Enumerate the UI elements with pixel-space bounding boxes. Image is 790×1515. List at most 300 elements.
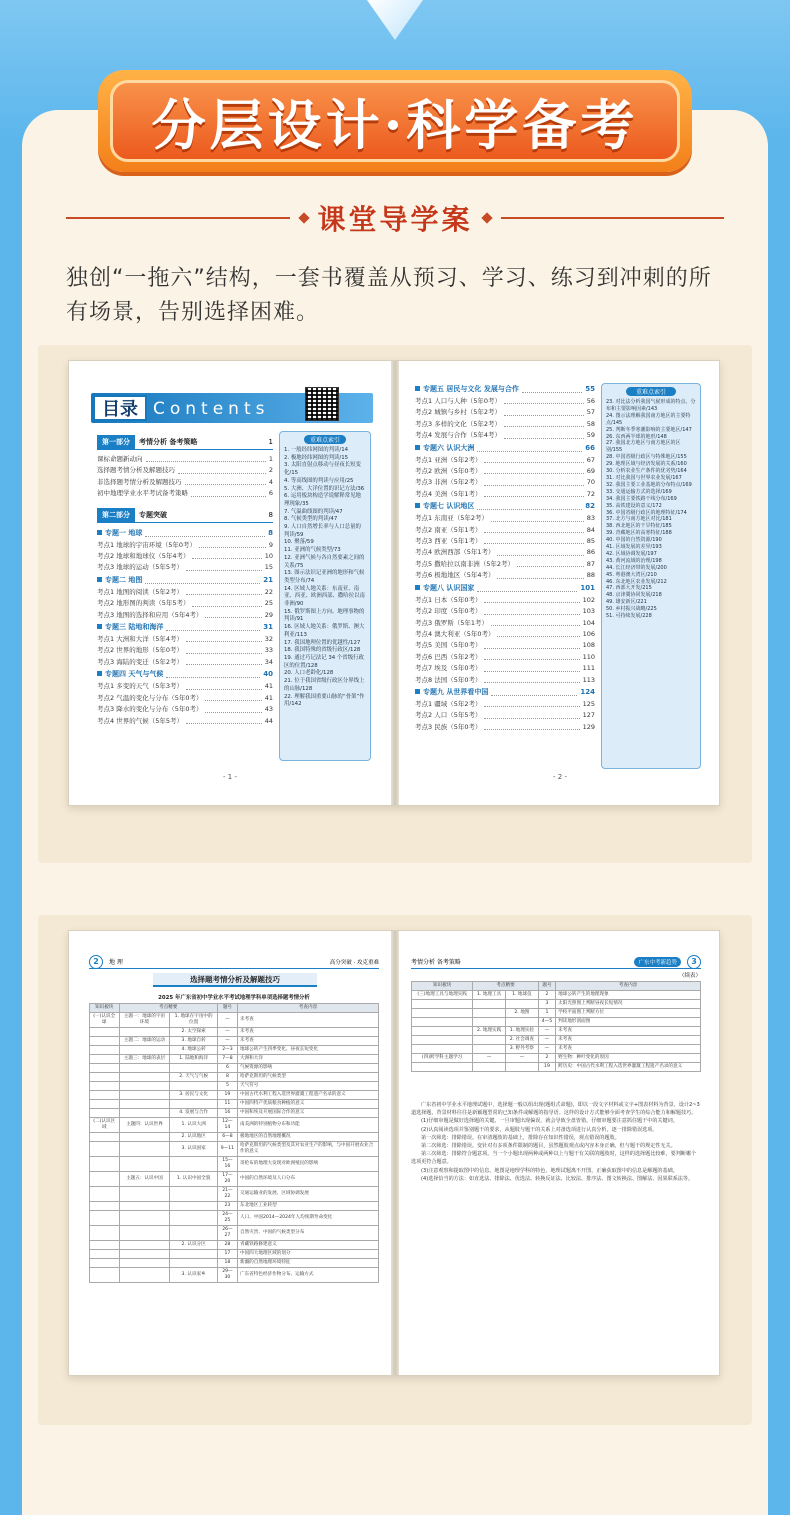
topic-square-icon [97, 530, 102, 535]
table-header-cell: 题号 [538, 982, 555, 991]
toc-topic[interactable] [97, 668, 273, 681]
toc-leader [484, 606, 579, 614]
book-spine [391, 361, 399, 805]
toc-leader [517, 559, 584, 567]
toc-right-page [399, 361, 720, 806]
table-cell: 中国四大地理区域的划分 [237, 1250, 378, 1259]
toc-entry[interactable] [97, 634, 273, 645]
toc-topic[interactable] [97, 574, 273, 587]
topic-square-icon [97, 624, 102, 629]
toc-entry[interactable] [97, 562, 273, 573]
toc-entry[interactable] [415, 536, 595, 547]
table-cell: 9—11 [217, 1142, 237, 1157]
table-cell: — [217, 1028, 237, 1037]
table-cell: 太阳光照图上判断昼夜长短情况 [556, 1000, 701, 1009]
table-cell [119, 1109, 170, 1118]
topic-square-icon [97, 671, 102, 676]
table-cell: — [217, 1037, 237, 1046]
description: 独创“一拖六”结构，一套书覆盖从预习、学习、练习到冲刺的所有场景，告别选择困难。 [66, 266, 712, 325]
key-index-item: 19. 通过巧记法记 34 个省级行政区的位置/128 [284, 654, 364, 669]
toc-leader [497, 629, 579, 637]
toc-entry[interactable] [97, 645, 273, 656]
table-cell [119, 1091, 170, 1100]
table-cell: 3. 认识家乡 [170, 1268, 217, 1283]
continued-note: （续表） [678, 973, 701, 979]
table-header-cell: 考点精要 [473, 982, 539, 991]
table-cell: 气候资源的影响 [237, 1064, 378, 1073]
table-cell: (四)跨学科主题学习 [412, 1054, 473, 1063]
toc-entry[interactable] [415, 618, 595, 629]
toc-entry-text: 选择题考情分析及解题技巧 [97, 466, 175, 475]
toc-entry[interactable] [415, 652, 595, 663]
toc-page-number: 83 [586, 514, 595, 523]
toc-entry-text: 考点3 地图的选择和应用（5年4考） [97, 610, 203, 619]
key-index-item: 50. 乡村振兴战略/225 [606, 606, 657, 613]
toc-entry[interactable] [97, 610, 273, 621]
table-row [90, 1091, 379, 1100]
toc-leader [504, 430, 584, 438]
toc-page-number: 104 [582, 618, 595, 627]
toc-entry-text: 考点6 极地地区（5年4考） [415, 571, 495, 580]
table-cell: 未考查 [237, 1037, 378, 1046]
key-index-item: 25. 判断冬季寒潮影响的主要地区/147 [606, 426, 692, 433]
topic-square-icon [415, 503, 420, 508]
toc-leader [477, 500, 582, 510]
table-cell: 1 [538, 1009, 555, 1018]
key-index-item: 20. 人口老龄化/128 [284, 670, 334, 677]
toc-leader [186, 645, 262, 653]
table-cell [90, 1046, 120, 1055]
analysis-paragraph: (4)选择恰当的方法：如直选法、排除法、优选法、转换反证法、比较法、排序法、图文转换法、图解法、因果联系法等。 [421, 1175, 694, 1182]
toc-entry[interactable] [415, 489, 595, 500]
table-header-cell: 考点精要 [119, 1004, 217, 1013]
table-cell: 8 [217, 1073, 237, 1082]
key-index-item: 27. 我国北方地区与南方地区的区别/155 [606, 440, 681, 454]
table-cell: 3. 野外考察 [506, 1045, 539, 1054]
table-cell [473, 1000, 506, 1009]
trend-badge: 广东中考新趋势 [634, 957, 681, 967]
table-cell: 16 [217, 1109, 237, 1118]
toc-page-number: 57 [586, 408, 595, 417]
toc-entry[interactable] [97, 598, 273, 609]
table-cell [90, 1268, 120, 1283]
toc-leader [484, 466, 583, 474]
table-cell: 未考查 [556, 1027, 701, 1036]
table-cell [170, 1100, 217, 1109]
page-number-right: - 2 - [553, 773, 567, 781]
table-cell: 6 [217, 1064, 237, 1073]
toc-page-number: 85 [586, 537, 595, 546]
table-cell: (二)认识区域 [90, 1118, 120, 1133]
table-cell: 判读地形剖面图 [556, 1018, 701, 1027]
toc-entry[interactable] [415, 570, 595, 581]
table-cell: 29—30 [217, 1268, 237, 1283]
toc-leader [484, 525, 583, 533]
key-index-item: 23. 对比法分析我国气候形成的特点、分布和主要影响因素/143 [606, 399, 696, 412]
key-index-item: 32. 我国主要工业基地的分布特点/169 [606, 481, 692, 488]
toc-page-number: 127 [582, 711, 595, 720]
toc-logo: 目录 [93, 395, 147, 421]
table-cell [412, 1063, 473, 1072]
toc-entry[interactable] [415, 525, 595, 536]
key-index-item: 45. 粤港澳大湾区/210 [606, 571, 657, 578]
banner-title: 分层设计·科学备考 [151, 92, 639, 157]
table-row [90, 1187, 379, 1202]
table-cell [473, 1045, 506, 1054]
table-cell: 11 [217, 1100, 237, 1109]
toc-page-number: 69 [586, 467, 595, 476]
toc-entry-text: 考点1 多变的天气（5年3考） [97, 682, 183, 691]
toc-entry[interactable] [415, 430, 595, 441]
page-head-right: 高分突破 · 攻克重难 [329, 959, 379, 966]
key-index-item: 42. 区域协调发展/197 [606, 550, 657, 557]
table-cell [90, 1091, 120, 1100]
toc-leader [484, 675, 579, 683]
table-cell: 自然灾害、中国的气候类型分布 [237, 1226, 378, 1241]
toc-entry-text: 考点4 发展与合作（5年4考） [415, 431, 501, 440]
toc-leader [504, 396, 584, 404]
toc-entry[interactable] [415, 606, 595, 617]
toc-entry[interactable] [97, 551, 273, 562]
table-cell [90, 1187, 120, 1202]
table-cell: 1. 认识大洲 [170, 1118, 217, 1133]
table-row [412, 1009, 701, 1018]
toc-entry[interactable] [415, 710, 595, 721]
toc-entry[interactable] [97, 477, 273, 488]
toc-leader [477, 582, 577, 592]
toc-topic[interactable] [97, 527, 273, 540]
table-cell [170, 1202, 217, 1211]
key-index-list [606, 399, 696, 620]
table-cell: 2—3 [217, 1046, 237, 1055]
key-index-item: 28. 中国省级行政区与特殊地区/155 [606, 454, 687, 461]
table-row [90, 1028, 379, 1037]
toc-entry[interactable] [415, 455, 595, 466]
toc-entry[interactable] [97, 454, 273, 465]
table-cell: 未考查 [237, 1028, 378, 1037]
toc-entry[interactable] [415, 513, 595, 524]
toc-entry[interactable] [415, 419, 595, 430]
toc-page-number: 44 [264, 716, 273, 725]
toc-entry-text: 考点4 欧洲西部（5年1考） [415, 548, 495, 557]
toc-leader [186, 681, 262, 689]
table-cell [170, 1187, 217, 1202]
divider-line-left [66, 217, 290, 219]
toc-page-number: 41 [264, 693, 273, 702]
toc-page-number: 106 [582, 629, 595, 638]
toc-leader [484, 640, 579, 648]
toc-entry[interactable] [415, 675, 595, 686]
table-cell [119, 1028, 170, 1037]
topic-title: 专题七 认识地区 [423, 502, 475, 511]
toc-page-number: 25 [264, 599, 273, 608]
table-cell [119, 1187, 170, 1202]
toc-page-number: 22 [264, 587, 273, 596]
key-index-item: 17. 我国地理位置的优越性/127 [284, 639, 361, 646]
toc-leader [484, 477, 583, 485]
toc-entry[interactable] [97, 540, 273, 551]
table-cell: 17—20 [217, 1172, 237, 1187]
toc-page-number: 110 [582, 652, 595, 661]
toc-entry[interactable] [97, 716, 273, 727]
toc-topic[interactable] [415, 500, 595, 513]
toc-entry-text: 考点8 法国（5年0考） [415, 675, 482, 684]
table-cell [170, 1157, 217, 1172]
toc-entry[interactable] [97, 681, 273, 692]
toc-entry-text: 初中地理学业水平考试备考策略 [97, 489, 188, 498]
analysis-paragraph: 第三次筛选：排除符合题意项。当一个小题出现两种或两种以上与题干有关联的题肢时，这样的选择题比较难，要判断哪个选项更符合题意。 [411, 1151, 697, 1166]
table-cell [170, 1082, 217, 1091]
divider-line-right [501, 217, 725, 219]
topic-square-icon [415, 689, 420, 694]
left-topics [97, 527, 273, 727]
table-cell: 7—8 [217, 1055, 237, 1064]
table-cell [119, 1250, 170, 1259]
table-cell [90, 1028, 120, 1037]
table-cell [119, 1133, 170, 1142]
table-row [90, 1259, 379, 1268]
table-cell [473, 1009, 506, 1018]
table-cell: 2. 认识地区 [170, 1133, 217, 1142]
table-row [90, 1133, 379, 1142]
toc-leader [504, 407, 584, 415]
toc-leader [491, 513, 584, 521]
topic-page: 8 [268, 528, 273, 537]
toc-entry-text: 考点1 亚洲（5年2考） [415, 455, 482, 464]
table-cell [90, 1133, 120, 1142]
toc-leader [199, 540, 266, 548]
key-index-item: 30. 分析农业生产条件的优劣势/164 [606, 468, 687, 475]
table-cell: 12—14 [217, 1118, 237, 1133]
topic-page: 101 [580, 583, 595, 592]
part1-list [97, 454, 273, 500]
diamond-dot-left [298, 212, 309, 223]
table-cell [119, 1211, 170, 1226]
table-cell: 19 [217, 1091, 237, 1100]
toc-entry[interactable] [415, 407, 595, 418]
table-cell [119, 1064, 170, 1073]
table-cell: 2 [538, 991, 555, 1000]
key-index-item: 47. 西部大开发/215 [606, 585, 652, 592]
table-cell [170, 1259, 217, 1268]
toc-entry[interactable] [415, 559, 595, 570]
table-cell: 交通运输业的发展、区域协调发展 [237, 1187, 378, 1202]
analysis-paragraph: (3)注意观察和提取图中的信息。地图是地理学科的特色，地理试题离不开图，正确获取图中的信息是解题的基础。 [421, 1167, 678, 1174]
table-header-cell: 考查内容 [237, 1004, 378, 1013]
toc-topic[interactable] [415, 686, 595, 699]
toc-page-number: 15 [264, 563, 273, 572]
table-cell: 广东省特色经济作物分布、运输方式 [237, 1268, 378, 1283]
toc-entry-text: 考点6 巴西（5年2考） [415, 652, 482, 661]
toc-entry[interactable] [415, 547, 595, 558]
topic-title: 专题八 认识国家 [423, 583, 475, 592]
toc-entry[interactable] [97, 704, 273, 715]
toc-page-number: 103 [582, 607, 595, 616]
key-index-item: 10. 聚落/59 [284, 539, 314, 546]
table-cell [90, 1172, 120, 1187]
topic-title: 专题五 居民与文化 发展与合作 [423, 385, 519, 393]
section-header [66, 196, 724, 240]
key-index-box-right [601, 383, 701, 769]
toc-entry-text: 考点4 世界的气候（5年5考） [97, 716, 183, 725]
toc-entry[interactable] [415, 640, 595, 651]
toc-entry-text: 考点4 美洲（5年1考） [415, 489, 482, 498]
key-index-item: 43. 黄河流域的治理/198 [606, 557, 662, 564]
table-cell [170, 1211, 217, 1226]
part1-title: 考情分析 备考策略 [139, 438, 198, 446]
table-row [90, 1118, 379, 1133]
table-cell: 未考查 [556, 1036, 701, 1045]
table-cell: 跨历史：中国古代水利工程入选世界灌溉工程遗产名录的意义 [556, 1063, 701, 1072]
toc-entry[interactable] [97, 657, 273, 668]
toc-leader [192, 598, 261, 606]
toc-topic[interactable] [97, 621, 273, 634]
toc-topic[interactable] [415, 383, 595, 396]
topic-title: 专题九 从世界看中国 [423, 687, 489, 696]
toc-page-number: 6 [268, 489, 273, 498]
toc-entry-text: 考点2 地形图的判读（5年5考） [97, 599, 190, 608]
table-row [412, 1027, 701, 1036]
toc-leader [484, 536, 583, 544]
toc-leader [205, 610, 261, 618]
table-cell [412, 1036, 473, 1045]
toc-left-list [97, 435, 273, 727]
key-index-item: 39. 青藏地区的高寒特征/188 [606, 530, 672, 537]
table-cell: 2. 地图 [506, 1009, 539, 1018]
toc-entry[interactable] [415, 699, 595, 710]
table-cell: 2. 社会调查 [506, 1036, 539, 1045]
table-cell: 3. 居民与文化 [170, 1091, 217, 1100]
toc-entry-text: 考点2 人口（5年5考） [415, 711, 482, 720]
table-row [90, 1109, 379, 1118]
key-index-item: 13. 图示法识记亚洲的地形和气候类型分布/74 [284, 570, 365, 584]
right-topics [415, 383, 595, 733]
table-row [90, 1202, 379, 1211]
table-row [90, 1211, 379, 1226]
table-cell [90, 1250, 120, 1259]
toc-entry[interactable] [415, 663, 595, 674]
table-cell: — [538, 1045, 555, 1054]
qr-code-icon[interactable] [305, 387, 339, 421]
toc-entry[interactable] [415, 396, 595, 407]
table-cell: 2. 天气与气候 [170, 1073, 217, 1082]
toc-page-number: 58 [586, 419, 595, 428]
table-row [90, 1064, 379, 1073]
table-cell: 1. 地球在宇宙中的位置 [170, 1013, 217, 1028]
table-cell: — [538, 1027, 555, 1036]
table-header-cell: 题号 [217, 1004, 237, 1013]
toc-page-number: 84 [586, 525, 595, 534]
toc-page-number: 41 [264, 682, 273, 691]
table-cell: 主题五：认识中国 [119, 1172, 170, 1187]
topic-page: 21 [263, 575, 273, 584]
toc-leader [484, 652, 579, 660]
key-index-box-left [279, 431, 371, 761]
toc-entry[interactable] [415, 477, 595, 488]
table-cell: 1. 认识中国全貌 [170, 1172, 217, 1187]
key-index-list [284, 447, 366, 709]
toc-entry[interactable] [415, 466, 595, 477]
table-cell [90, 1109, 120, 1118]
toc-entry[interactable] [97, 465, 273, 476]
key-index-title: 重难点索引 [304, 435, 346, 444]
toc-topic[interactable] [415, 582, 595, 595]
toc-entry[interactable] [415, 629, 595, 640]
topic-title: 专题二 地图 [105, 575, 143, 584]
topic-page: 40 [263, 670, 273, 679]
key-index-item: 16. 区域人地关系：俄罗斯、澳大利亚/113 [284, 624, 365, 638]
table-row [90, 1037, 379, 1046]
continued-table-wrap [411, 981, 701, 1072]
page-tab-number: 2 [89, 955, 103, 969]
analysis-paragraph: (2)认真阅读选项并鉴别题干的要求，从题肢与题干的关系上对备选项进行认真分析，逐一排除错误选项。 [421, 1126, 658, 1133]
table-header-row [412, 982, 701, 991]
toc-page-number: 88 [586, 571, 595, 580]
table-cell: 哈萨克斯坦的气候类型及其对农业生产的影响，与中国开展农业合作的意义 [237, 1142, 378, 1157]
table-cell: 青藏铁路修建意义 [237, 1241, 378, 1250]
table-row [412, 1018, 701, 1027]
toc-leader [178, 465, 266, 473]
topic-square-icon [97, 577, 102, 582]
table-cell [412, 1045, 473, 1054]
table-row [90, 1055, 379, 1064]
table-row [412, 1063, 701, 1072]
toc-leader [484, 489, 583, 497]
key-index-item: 8. 气候类型的判读/47 [284, 516, 338, 523]
toc-entry[interactable] [97, 587, 273, 598]
section-title: 课堂导学案 [317, 203, 473, 236]
toc-topic[interactable] [415, 442, 595, 455]
toc-leader [484, 595, 579, 603]
toc-entry[interactable] [415, 595, 595, 606]
toc-leader [484, 699, 579, 707]
key-index-item: 49. 雄安新区/221 [606, 599, 647, 606]
toc-entry-text: 考点2 印度（5年0考） [415, 607, 482, 616]
key-index-item: 29. 地理区域与经济发展的关系/160 [606, 461, 687, 468]
toc-page-number: 72 [586, 489, 595, 498]
toc-entry-text: 考点7 埃及（5年0考） [415, 664, 482, 673]
table-cell: 23 [217, 1202, 237, 1211]
table-cell [119, 1259, 170, 1268]
toc-leader [186, 562, 262, 570]
table-cell: 28 [217, 1241, 237, 1250]
table-cell: 2. 地理实践 [473, 1027, 506, 1036]
toc-leader [185, 477, 266, 485]
key-index-item: 37. 北方与南方地区对比/181 [606, 516, 672, 523]
toc-page-number: 9 [268, 540, 273, 549]
toc-leader [186, 587, 262, 595]
toc-page-number: 32 [264, 635, 273, 644]
table-cell: 主题四：认识世界 [119, 1118, 170, 1133]
contents-label: Contents [153, 399, 270, 419]
toc-entry[interactable] [97, 693, 273, 704]
table-cell [90, 1142, 120, 1157]
toc-entry-text: 考点1 地球的宇宙环境（5年0考） [97, 540, 196, 549]
table-row [90, 1100, 379, 1109]
toc-entry[interactable] [415, 722, 595, 733]
table-header-cell: 考查内容 [556, 982, 701, 991]
toc-leader [491, 686, 577, 696]
part1-header [97, 435, 273, 450]
table-cell: 15—16 [217, 1157, 237, 1172]
table-row [412, 1054, 701, 1063]
table-cell [90, 1073, 120, 1082]
table-cell [119, 1157, 170, 1172]
key-index-item: 3. 太阳直射点移动与昼夜长短变化/15 [284, 462, 361, 477]
toc-entry[interactable] [97, 488, 273, 499]
table-cell [90, 1211, 120, 1226]
key-index-item: 35. 高铁建设的意义/172 [606, 502, 662, 509]
